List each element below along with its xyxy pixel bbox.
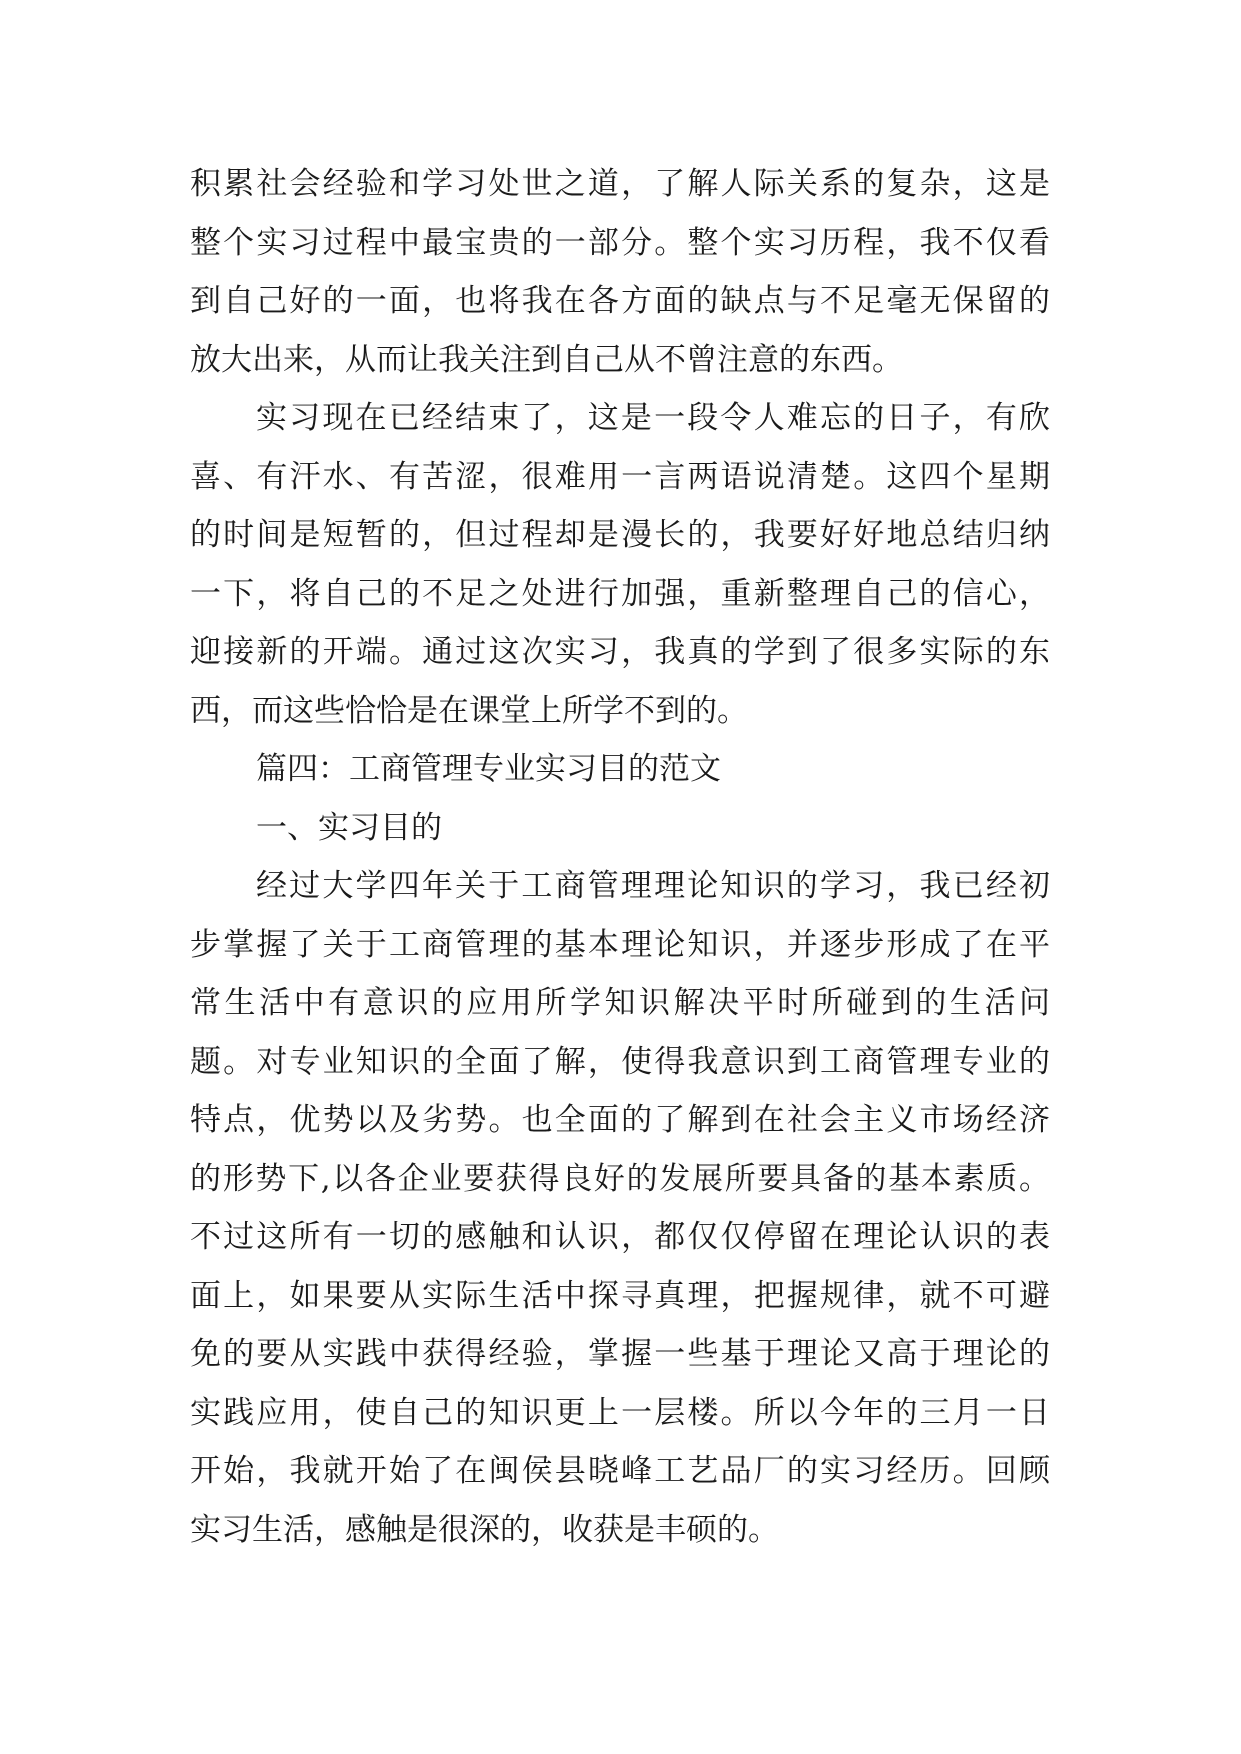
- text-line: 的形势下,以各企业要获得良好的发展所要具备的基本素质。: [190, 1160, 1050, 1197]
- text-line: 放大出来，从而让我关注到自己从不曾注意的东西。: [190, 341, 903, 378]
- text-line: 到自己好的一面，也将我在各方面的缺点与不足毫无保留的: [190, 283, 1050, 319]
- text-line: 整个实习过程中最宝贵的一部分。整个实习历程，我不仅看: [190, 224, 1050, 261]
- text-line: 一下，将自己的不足之处进行加强，重新整理自己的信心，: [190, 575, 1050, 612]
- body-text: [190, 155, 1050, 1559]
- text-line: 西，而这些恰恰是在课堂上所学不到的。: [190, 692, 748, 729]
- text-line: 题。对专业知识的全面了解，使得我意识到工商管理专业的: [190, 1043, 1050, 1080]
- text-line: 不过这所有一切的感触和认识，都仅仅停留在理论认识的表: [190, 1219, 1050, 1255]
- text-line: 特点，优势以及劣势。也全面的了解到在社会主义市场经济: [190, 1102, 1050, 1138]
- text-line: 常生活中有意识的应用所学知识解决平时所碰到的生活问: [190, 985, 1050, 1021]
- text-line: 迎接新的开端。通过这次实习，我真的学到了很多实际的东: [190, 634, 1050, 670]
- text-line: 实习现在已经结束了，这是一段令人难忘的日子，有欣: [256, 400, 1050, 436]
- text-line: 步掌握了关于工商管理的基本理论知识，并逐步形成了在平: [190, 926, 1050, 963]
- text-line: 面上，如果要从实际生活中探寻真理，把握规律，就不可避: [190, 1277, 1050, 1314]
- text-line: 实践应用，使自己的知识更上一层楼。所以今年的三月一日: [190, 1394, 1050, 1431]
- text-line: 的时间是短暂的，但过程却是漫长的，我要好好地总结归纳: [190, 517, 1050, 553]
- section-heading: 篇四：工商管理专业实习目的范文: [256, 751, 721, 787]
- text-line: 喜、有汗水、有苦涩，很难用一言两语说清楚。这四个星期: [190, 458, 1050, 495]
- text-line: 积累社会经验和学习处世之道，了解人际关系的复杂，这是: [190, 166, 1050, 202]
- text-line: 免的要从实践中获得经验，掌握一些基于理论又高于理论的: [190, 1336, 1050, 1372]
- subsection-heading: 一、实习目的: [256, 809, 442, 846]
- text-line: 实习生活，感触是很深的，收获是丰硕的。: [190, 1511, 779, 1548]
- text-line: 经过大学四年关于工商管理理论知识的学习，我已经初: [256, 868, 1050, 904]
- text-line: 开始，我就开始了在闽侯县晓峰工艺品厂的实习经历。回顾: [190, 1453, 1050, 1489]
